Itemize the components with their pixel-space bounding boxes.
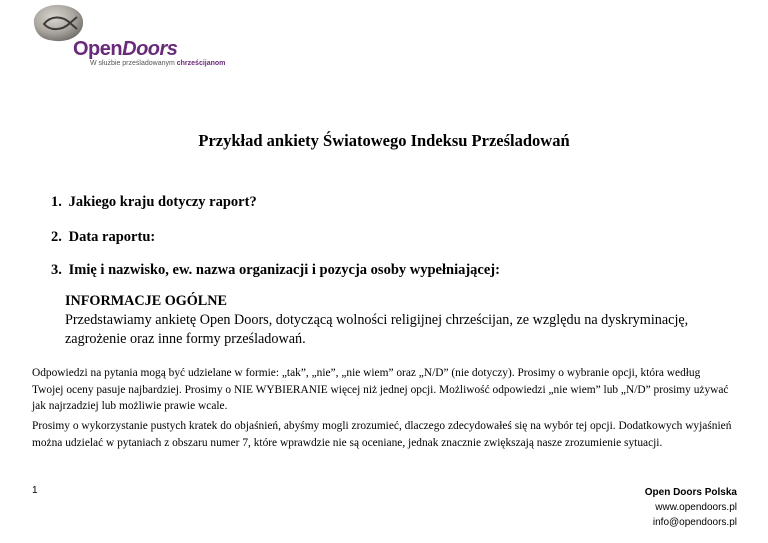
general-info-section <box>65 292 725 349</box>
question-1 <box>51 194 257 211</box>
question-number: 1. <box>51 194 62 210</box>
question-text: Imię i nazwisko, ew. nazwa organizacji i pozycja osoby wypełniającej: <box>68 262 500 278</box>
logo-tagline <box>90 60 225 67</box>
brand-doors: Doors <box>122 38 178 60</box>
question-number: 2. <box>51 229 62 245</box>
question-text: Data raportu: <box>68 229 156 245</box>
brand-name <box>73 38 177 61</box>
page-number: 1 <box>32 485 38 496</box>
tagline-prefix: W służbie prześladowanym <box>90 60 175 67</box>
question-2 <box>51 229 155 246</box>
brand-open: Open <box>73 38 123 60</box>
question-text: Jakiego kraju dotyczy raport? <box>68 194 257 210</box>
instructions-paragraph: Odpowiedzi na pytania mogą być udzielane w formie: „tak”, „nie”, „nie wiem” oraz „N/D” (nie dotyczy). Prosimy o wybranie opcji, która według Twojej oceny pasuje najbardziej. Prosimy o NIE WYBIERANIE więcej niż jednej opcji. Możliwość odpowiedzi „nie wiem” lub „N/D” prosimy używać jak najrzadziej lub możliwie prawie wcale. <box>32 367 729 412</box>
open-doors-logo <box>30 2 230 72</box>
footer-email: info@opendoors.pl <box>652 517 737 528</box>
question-number: 3. <box>51 262 62 278</box>
document-title: Przykład ankiety Światowego Indeksu Prześladowań <box>198 131 570 150</box>
explanations-paragraph: Prosimy o wykorzystanie pustych kratek do objaśnień, abyśmy mogli zrozumieć, dlaczego zdecydowałeś się na wybór tej opcji. Dodatkowych wyjaśnień można udzielać w pytaniach z obszaru numer 7, które wprawdzie nie są oceniane, jednak znacznie zwiększają nasze zrozumienie sytuacji. <box>32 420 732 449</box>
footer-org: Open Doors Polska <box>644 487 737 498</box>
section-body: Przedstawiamy ankietę Open Doors, dotyczącą wolności religijnej chrześcijan, ze względu na dyskryminację, zagrożenie oraz inne formy prześladowań. <box>65 312 689 347</box>
tagline-emphasis: chrześcijanom <box>176 60 226 67</box>
section-heading: INFORMACJE OGÓLNE <box>65 293 227 309</box>
footer-contact <box>645 485 737 530</box>
question-3 <box>51 262 500 279</box>
footer-website: www.opendoors.pl <box>655 502 737 513</box>
